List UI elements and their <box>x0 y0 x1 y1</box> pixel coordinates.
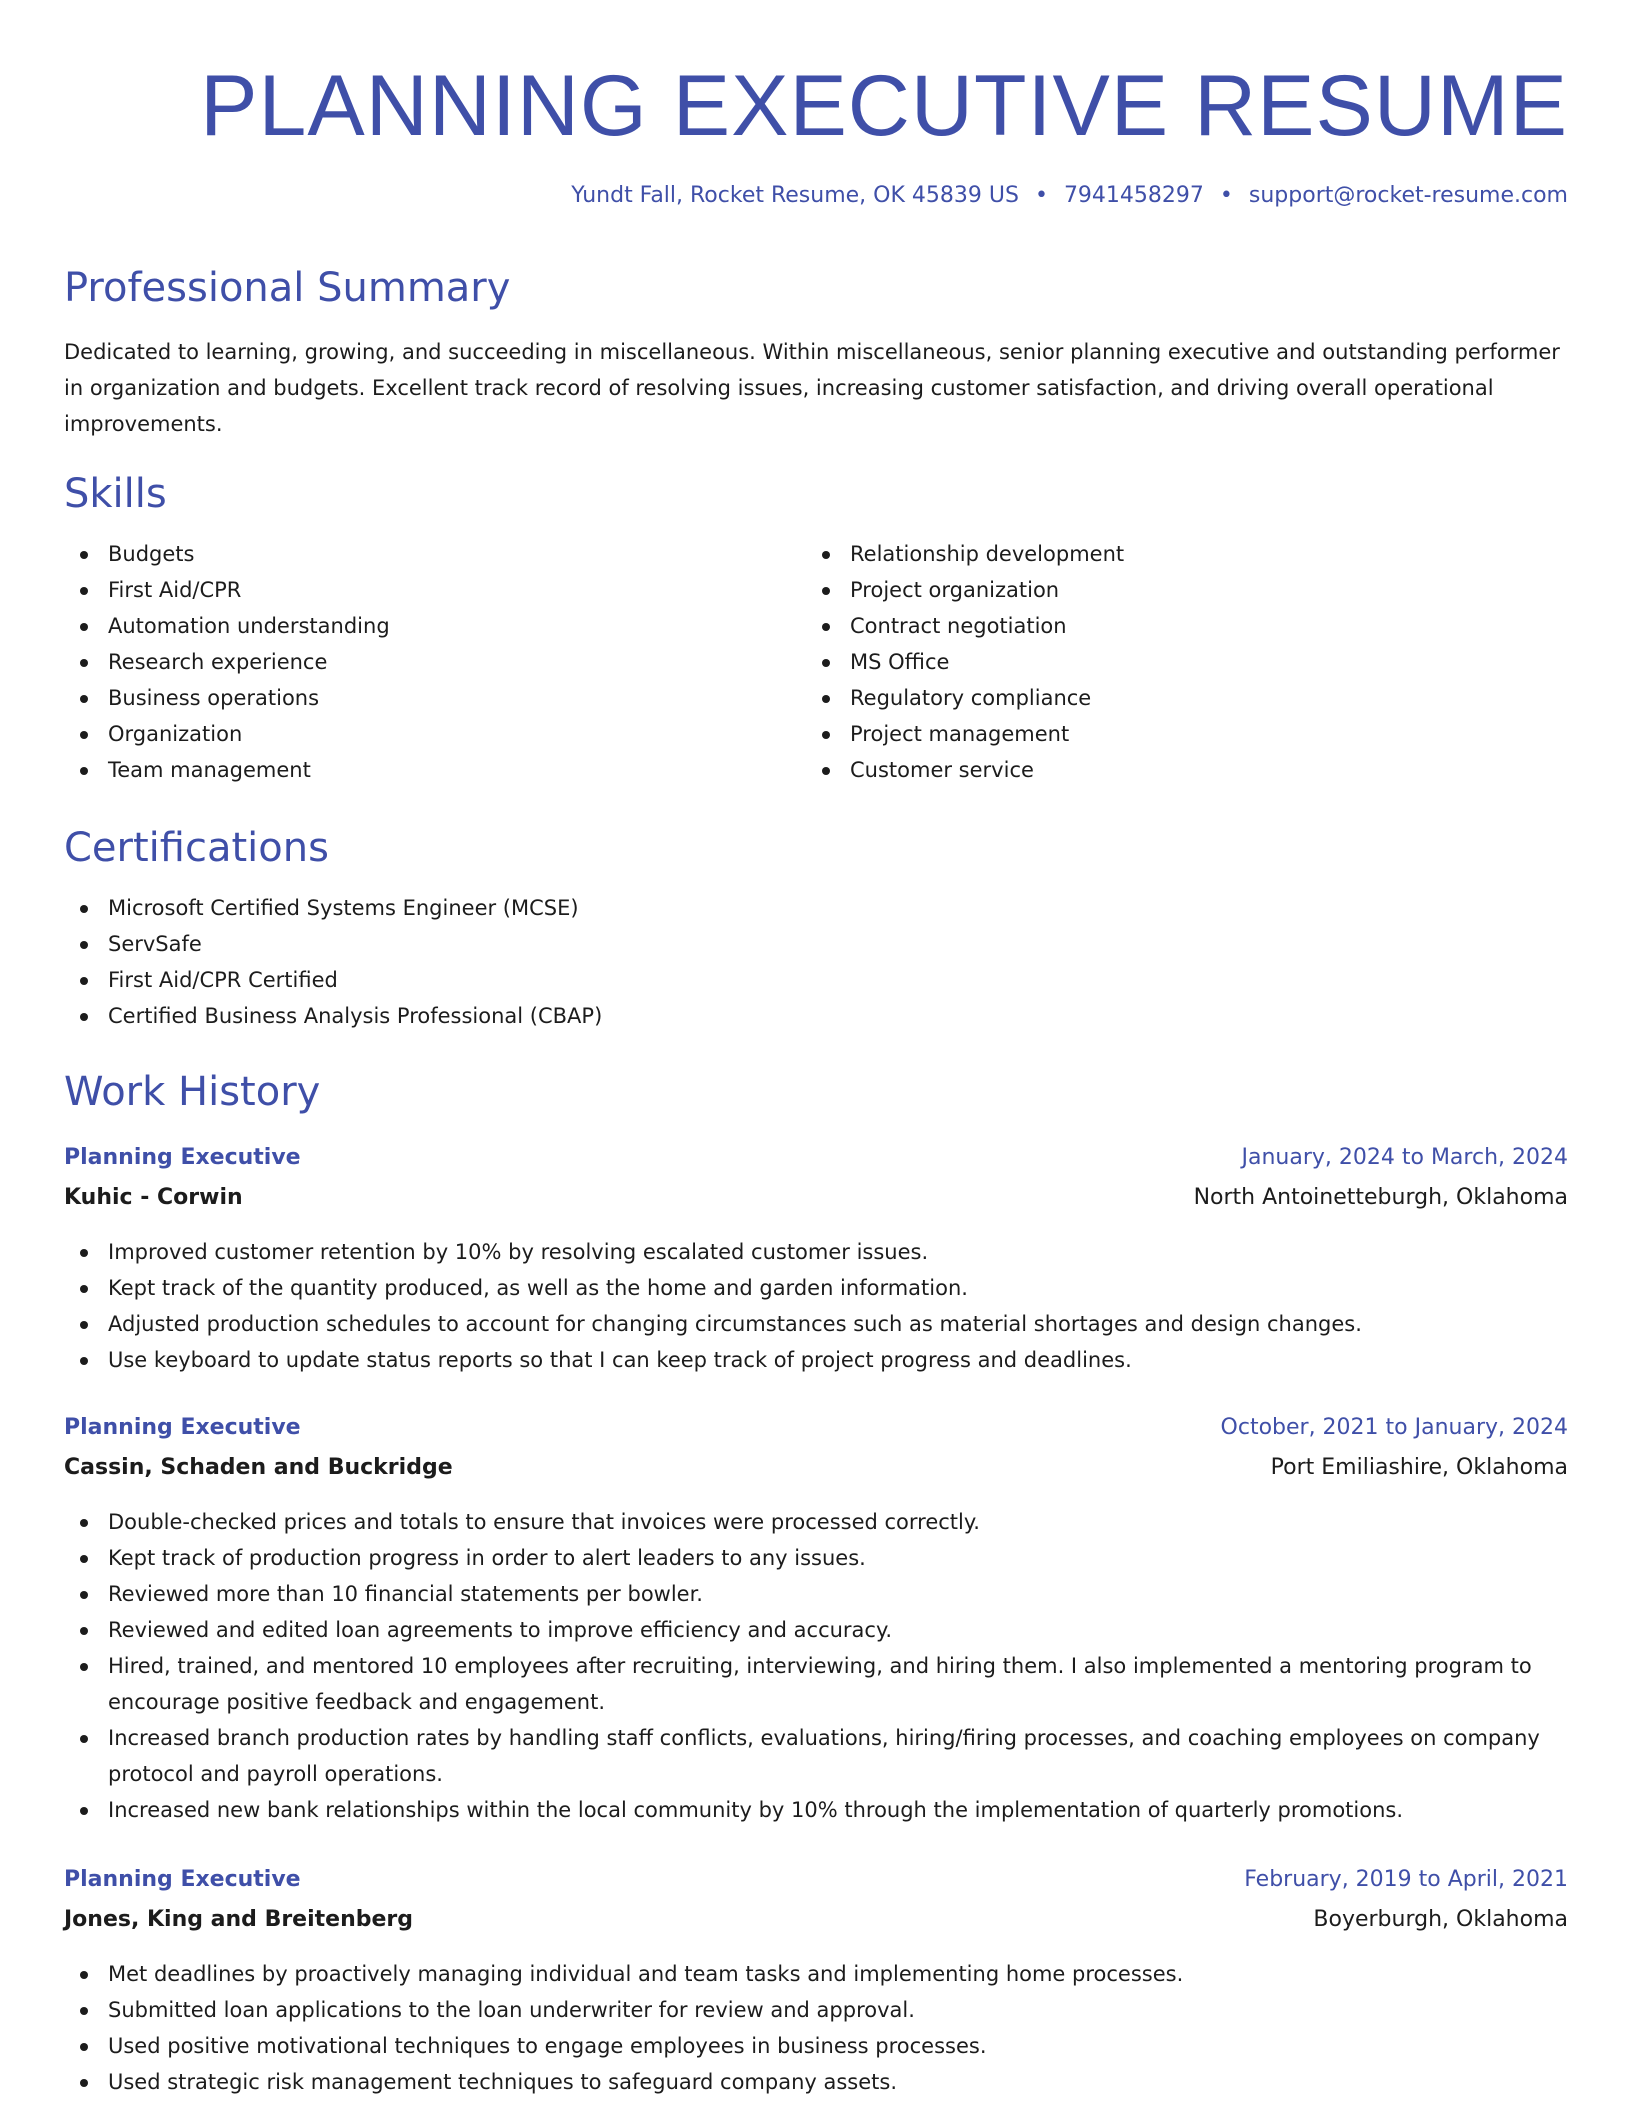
job-bullet: Double-checked prices and totals to ensure that invoices were processed correctly. <box>64 1504 1568 1540</box>
job-bullets <box>64 1234 1362 1378</box>
job-bullet: Kept track of production progress in order to alert leaders to any issues. <box>64 1540 1568 1576</box>
skill-item: Contract negotiation <box>806 608 1124 644</box>
job-dates: October, 2021 to January, 2024 <box>1220 1415 1568 1440</box>
job-bullet: Increased branch production rates by handling staff conflicts, evaluations, hiring/firing processes, and coaching employees on company protocol and payroll operations. <box>64 1720 1568 1792</box>
job-bullet: Improved customer retention by 10% by resolving escalated customer issues. <box>64 1234 1362 1270</box>
job-bullet: Use keyboard to update status reports so that I can keep track of project progress and deadlines. <box>64 1342 1362 1378</box>
job-dates: January, 2024 to March, 2024 <box>1241 1145 1568 1170</box>
job-bullet: Adjusted production schedules to account for changing circumstances such as material shortages and design changes. <box>64 1306 1362 1342</box>
skill-item: Organization <box>64 716 390 752</box>
job-title: Planning Executive <box>64 1867 301 1892</box>
job-title: Planning Executive <box>64 1145 301 1170</box>
job-location: Port Emiliashire, Oklahoma <box>1270 1455 1568 1480</box>
skill-item: First Aid/CPR <box>64 572 390 608</box>
job-bullet: Used positive motivational techniques to engage employees in business processes. <box>64 2028 1183 2064</box>
certification-item: First Aid/CPR Certified <box>64 962 602 998</box>
contact-line <box>571 180 1568 212</box>
job-title: Planning Executive <box>64 1415 301 1440</box>
skill-item: Project organization <box>806 572 1124 608</box>
certification-item: Certified Business Analysis Professional (CBAP) <box>64 998 602 1034</box>
job-bullet: Reviewed more than 10 financial statements per bowler. <box>64 1576 1568 1612</box>
job-company: Kuhic - Corwin <box>64 1185 243 1210</box>
job-location: Boyerburgh, Oklahoma <box>1313 1907 1568 1932</box>
job-bullet: Used strategic risk management techniques to safeguard company assets. <box>64 2064 1183 2100</box>
summary-text: Dedicated to learning, growing, and succeeding in miscellaneous. Within miscellaneous, senior planning executive and outstanding performer in organization and budgets. Excellent track record of resolving issues, increasing customer satisfaction, and driving overall operational improvements. <box>64 340 1560 436</box>
job-bullet: Met deadlines by proactively managing individual and team tasks and implementing home processes. <box>64 1956 1183 1992</box>
job-bullet: Increased new bank relationships within the local community by 10% through the implementation of quarterly promotions. <box>64 1792 1568 1828</box>
contact-separator: • <box>1219 183 1233 208</box>
work-history-heading: Work History <box>64 1069 321 1115</box>
skill-item: Automation understanding <box>64 608 390 644</box>
summary-heading: Professional Summary <box>64 265 511 311</box>
skill-item: Regulatory compliance <box>806 680 1124 716</box>
skill-item: Customer service <box>806 752 1124 788</box>
job-bullets <box>64 1504 1568 1828</box>
certification-item: ServSafe <box>64 926 602 962</box>
skill-item: Project management <box>806 716 1124 752</box>
contact-address: Yundt Fall, Rocket Resume, OK 45839 US <box>571 183 1019 208</box>
job-dates: February, 2019 to April, 2021 <box>1244 1867 1568 1892</box>
skills-list-left <box>64 536 390 788</box>
job-bullet: Hired, trained, and mentored 10 employees after recruiting, interviewing, and hiring them. I also implemented a mentoring program to encourage positive feedback and engagement. <box>64 1648 1568 1720</box>
skill-item: Research experience <box>64 644 390 680</box>
skill-item: Budgets <box>64 536 390 572</box>
skill-item: Relationship development <box>806 536 1124 572</box>
skill-item: Team management <box>64 752 390 788</box>
certifications-list <box>64 890 602 1034</box>
resume-name: PLANNING EXECUTIVE RESUME <box>200 58 1568 154</box>
job-bullet: Submitted loan applications to the loan underwriter for review and approval. <box>64 1992 1183 2028</box>
skills-list-right <box>806 536 1124 788</box>
contact-separator: • <box>1034 183 1048 208</box>
job-bullet: Kept track of the quantity produced, as well as the home and garden information. <box>64 1270 1362 1306</box>
certifications-heading: Certifications <box>64 825 329 871</box>
job-bullet: Reviewed and edited loan agreements to improve efficiency and accuracy. <box>64 1612 1568 1648</box>
contact-phone: 7941458297 <box>1063 183 1204 208</box>
job-company: Jones, King and Breitenberg <box>64 1907 414 1932</box>
skill-item: Business operations <box>64 680 390 716</box>
job-bullets <box>64 1956 1183 2100</box>
contact-email: support@rocket-resume.com <box>1248 183 1568 208</box>
job-location: North Antoinetteburgh, Oklahoma <box>1193 1185 1568 1210</box>
skills-heading: Skills <box>64 471 167 517</box>
certification-item: Microsoft Certified Systems Engineer (MCSE) <box>64 890 602 926</box>
job-company: Cassin, Schaden and Buckridge <box>64 1455 453 1480</box>
skill-item: MS Office <box>806 644 1124 680</box>
